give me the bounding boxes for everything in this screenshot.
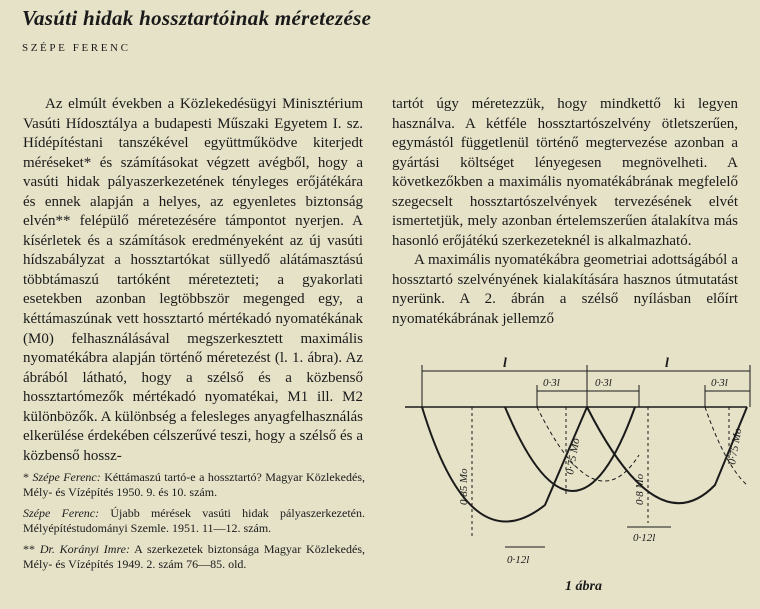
right-column	[392, 95, 738, 330]
body-paragraph-2: tartót úgy méretezzük, hogy mindkettő ki legyen használva. A kétféle hossztartószelvény ötletszerűen, egymástól függetlenül történő megtervezése azonban a gyártási költséget lényegesen megnövelheti. A következőkben a maximális nyomatékábrának megfelelő szegecselt hossztartószelvények tervezésének elvét ismertetjük, mely azonban értelemszerűen átalakítva más hasonló erőjátékú szerkezeteknél is alkalmazható.	[392, 96, 738, 249]
moment-label: 0·85 Mo	[458, 468, 470, 505]
moment-diagram	[395, 355, 755, 579]
moment-label: 0·75 Mo	[726, 427, 745, 466]
moment-label: 0·8 Mo	[634, 473, 646, 505]
span-label-right: l	[665, 356, 669, 371]
dim-label: 0·3l	[711, 377, 728, 389]
dashed-curve	[537, 407, 639, 481]
offset-label: 0·12l	[633, 532, 656, 544]
offset-label: 0·12l	[507, 554, 530, 566]
body-paragraph-1: Az elmúlt években a Közlekedésügyi Minisztérium Vasúti Hídosztálya a budapesti Műszaki Egyetem I. sz. Hídépítéstani tanszékével együttműködve kiterjedt méréseket* és számításokat végzett avégből, hogy a vasúti hidak pályaszerkezetének tényleges erőjátékára és ennek alapján a helyes, az egyenletes biztonság elvén** felépülő méretezésére támpontot nyerjen. A kísérletek és a számítások eredményeként az új vasúti hídszabályzat a hossztartókat süllyedő alátámasztású többtámaszú tartóként méretezteti; a gyakorlati esetekben azonban legtöbbször megenged egy, a kéttámaszúnak vett hossztartó mértékadó nyomatékának (M0) felhasználásával megszerkesztett maximális nyomatékábra alapján történő méretezést (l. 1. ábra). Az ábrából látható, hogy a szélső és a közbenső hossztartómezők mértékadó nyomatékai, M1 ill. M2 különbözők. A különbség a felesleges anyagfelhasználás elkerülése érdekében célszerűvé teszi, hogy a szélső és a közbenső hossz-	[23, 96, 363, 464]
footnote-2: Szépe Ferenc: Újabb mérések vasúti hidak pályaszerkezetén. Mélyépítéstudományi Szemle. 1951. 11—12. szám.	[23, 506, 365, 535]
dim-label: 0·3l	[543, 377, 560, 389]
left-column	[23, 95, 363, 466]
footnotes	[23, 470, 365, 578]
figure-caption: 1 ábra	[565, 579, 602, 594]
moment-diagram-figure	[395, 355, 755, 609]
dim-label: 0·3l	[595, 377, 612, 389]
footnote-3: ** Dr. Korányi Imre: A szerkezetek biztonsága Magyar Közlekedés, Mély- és Vízépítés 1949. 2. szám 76—85. old.	[23, 542, 365, 571]
inner-span-curve	[587, 407, 747, 503]
article-author: SZÉPE FERENC	[22, 42, 131, 54]
article-title: Vasúti hidak hossztartóinak méretezése	[22, 6, 372, 30]
span-label-left: l	[503, 356, 507, 371]
body-paragraph-3: A maximális nyomatékábra geometriai adottságából a hossztartó szelvényének kialakítására hasznos útmutatást nyerünk. A 2. ábrán a szélső nyílásban előírt nyomatékábrának jellemző	[392, 252, 738, 328]
outer-span-curve	[422, 407, 587, 522]
footnote-1: * Szépe Ferenc: Kéttámaszú tartó-e a hossztartó? Magyar Közlekedés, Mély- és Vízépítés 1950. 9. és 10. szám.	[23, 470, 366, 499]
moment-label: 0·75 Mo	[564, 437, 583, 476]
